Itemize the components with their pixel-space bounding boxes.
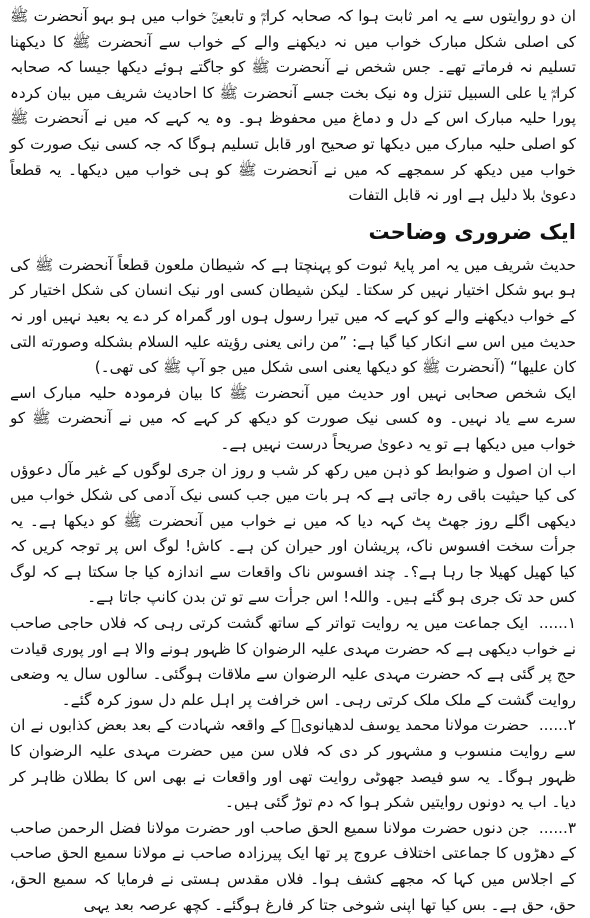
item-text: حضرت مولانا محمد یوسف لدھیانویؒ کے واقعہ شہادت کے بعد بعض کذابوں نے ان سے روایت منسوب و مشہور کر دی کہ فلاں سن میں حضرت مہدی علیہ الرضوان کا ظہور ہوگا۔ یہ سو فیصد جھوٹی روایت تھی اور واقعات نے بھی اس کا بطلان ظاہر کر دیا۔ اب یہ دونوں روایتیں شکر ہوا کہ دم توڑ گئی ہیں۔ — [10, 716, 576, 812]
item-number: ۱...... — [538, 614, 577, 633]
intro-paragraph: ان دو روایتوں سے یہ امر ثابت ہوا کہ صحابہ کرامؓ و تابعینؒ خواب میں ہو بہو آنحضرت ﷺ کی اصلی شکل مبارک خواب میں نہ دیکھنے والے کے خواب سے آنحضرت ﷺ کا دیکھنا تسلیم نہ فرماتے تھے۔ جس شخص نے آنحضرت ﷺ کو جاگتے ہوئے دیکھا جیسا کہ صحابہ کرامؓ یا علی السبیل تنزل وہ نیک بخت جسے آنحضرت ﷺ کا احادیث شریف میں بیان کردہ پورا حلیہ مبارک اس کے دل و دماغ میں محفوظ ہو۔ وہ یہ کہے کہ میں نے آنحضرت ﷺ کو اصلی حلیہ مبارک میں دیکھا تو صحیح اور قابل تسلیم ہوگا کہ جہ کسی نیک صورت کو خواب میں دیکھ کر سمجھے کہ میں نے آنحضرت ﷺ کو ہی خواب میں دیکھا۔ یہ قطعاً دعویٰ بلا دلیل ہے اور نہ قابل التفات — [10, 7, 576, 205]
paragraph-principles: اب ان اصول و ضوابط کو ذہن میں رکھ کر شب و روز ان جری لوگوں کے غیر مآل دعوؤں کی کیا حیثیت باقی رہ جاتی ہے کہ ہر بات میں جب کسی نیک آدمی کی شکل خواب میں دیکھی اگلے روز جھٹ پٹ کہہ دیا کہ میں نے خواب میں آنحضرت ﷺ کو دیکھا ہے۔ یہ جرأت سخت افسوس ناک، پریشان اور حیران کن ہے۔ کاش! لوگ اس پر توجہ کریں کہ کیا کھیل کھیلا جا رہا ہے؟۔ چند افسوس ناک واقعات سے اندازہ کیا جا سکتا ہے کہ لوگ کس حد تک جری ہو گئے ہیں۔ واللہ! اس جرأت سے تو تن بدن کانپ جاتا ہے۔ — [10, 460, 576, 607]
numbered-item-2 — [10, 713, 576, 815]
item-text: ایک جماعت میں یہ روایت تواتر کے ساتھ گشت کرتی رہی کہ فلاں حاجی صاحب نے خواب دیکھی ہے کہ حضرت مہدی علیہ الرضوان کا ظہور ہونے والا ہے اور پوری قیادت حج پر گئی ہے کہ حضرت مہدی علیہ الرضوان سے ملاقات ہوگئی۔ سالوں سال یہ وضعی روایت گشت کے ملک ملک کرتی رہی۔ اس خرافت پر اہل علم دل سوز کرہ گئے۔ — [10, 614, 576, 709]
paragraph-hadith-rule: حدیث شریف میں یہ امر پایۂ ثبوت کو پہنچتا ہے کہ شیطان ملعون قطعاً آنحضرت ﷺ کی ہو بہو شکل اختیار نہیں کر سکتا۔ لیکن شیطان کسی اور نیک انسان کی شکل اختیار کر کے خواب دیکھنے والے کو کہے کہ میں تیرا رسول ہوں اور گمراہ کر دے یہ بعید نہیں اور نہ حدیث میں اس سے انکار کیا گیا ہے: ”من رانی یعنی رؤیته علیہ السلام بشکله وصورته التی کان علیھا“ (آنحضرت ﷺ کو دیکھا یعنی اسی شکل میں جو آپ ﷺ کی تھی۔) — [10, 255, 576, 377]
numbered-item-3 — [10, 816, 576, 918]
paragraph-non-companion: ایک شخص صحابی نہیں اور حدیث میں آنحضرت ﷺ کا بیان فرمودہ حلیہ مبارک اسے سرے سے یاد نہیں۔ وہ کسی نیک صورت کو دیکھ کر کہے کہ میں نے آنحضرت ﷺ کو خواب میں دیکھا ہے تو یہ دعویٰ صریحاً درست نہیں ہے۔ — [10, 383, 576, 453]
section-heading: ایک ضروری وضاحت — [368, 219, 576, 244]
item-number: ۳...... — [538, 818, 577, 837]
numbered-item-1 — [10, 611, 576, 713]
item-number: ۲...... — [538, 716, 576, 735]
item-text: جن دنوں حضرت مولانا سمیع الحق صاحب اور حضرت مولانا فضل الرحمن صاحب کے دھڑوں کا جماعتی اختلاف عروج پر تھا ایک پیرزادہ صاحب نے مولانا سمیع الحق صاحب کے اجلاس میں کہا کہ مجھے کشف ہوا۔ فلاں مقدس ہستی نے فرمایا کہ سمیع الحق، حق، حق ہے۔ بس کیا تھا اپنی شوخی جتا کر فارغ ہوگئے۔ کچھ عرصہ بعد یہی — [10, 818, 576, 914]
